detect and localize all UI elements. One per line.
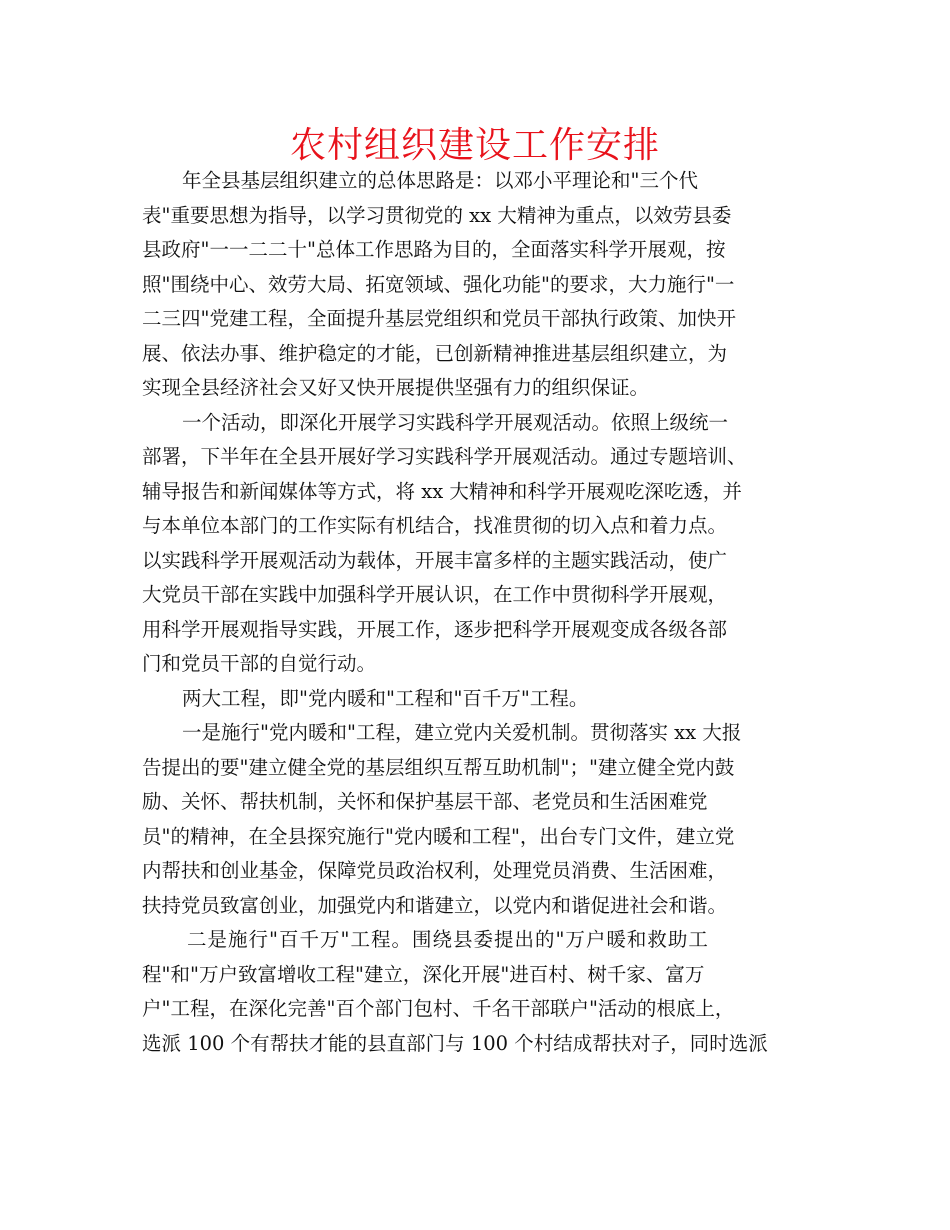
text-line: 员"的精神，在全县探究施行"党内暖和工程"，出台专门文件，建立党 — [142, 824, 735, 848]
text-line: 两大工程，即"党内暖和"工程和"百千万"工程。 — [182, 686, 589, 710]
text-line: 年全县基层组织建立的总体思路是：以邓小平理论和"三个代 — [182, 169, 698, 192]
text-line: 实现全县经济社会又好又快开展提供坚强有力的组织保证。 — [142, 376, 650, 399]
document-title: 农村组织建设工作安排 — [289, 125, 660, 166]
text-line: 门和党员干部的自觉行动。 — [142, 652, 377, 675]
text-line: 一是施行"党内暖和"工程，建立党内关爱机制。贯彻落实 xx 大报 — [182, 721, 742, 744]
text-line: 告提出的要"建立健全党的基层组织互帮互助机制"；"建立健全党内鼓 — [142, 755, 735, 779]
text-line: 展、依法办事、维护稳定的才能，已创新精神推进基层组织建立，为 — [142, 341, 728, 365]
text-line: 户"工程，在深化完善"百个部门包村、千名干部联户"活动的根底上， — [142, 997, 735, 1020]
text-line: 以实践科学开展观活动为载体，开展丰富多样的主题实践活动，使广 — [142, 548, 728, 572]
text-line: 内帮扶和创业基金，保障党员政治权利，处理党员消费、生活困难， — [142, 859, 728, 882]
text-line: 二三四"党建工程，全面提升基层党组织和党员干部执行政策、加快开 — [142, 307, 736, 330]
text-line: 照"围绕中心、效劳大局、拓宽领域、强化功能"的要求，大力施行"一 — [142, 272, 735, 296]
text-line: 二是施行"百千万"工程。围绕县委提出的"万户暖和救助工 — [187, 928, 709, 951]
text-line: 励、关怀、帮扶机制，关怀和保护基层干部、老党员和生活困难党 — [142, 790, 708, 813]
text-line: 一个活动，即深化开展学习实践科学开展观活动。依照上级统一 — [182, 410, 729, 434]
text-line: 县政府"一一二二十"总体工作思路为目的，全面落实科学开展观，按 — [142, 238, 726, 261]
text-line: 用科学开展观指导实践，开展工作，逐步把科学开展观变成各级各部 — [142, 617, 728, 641]
text-line: 与本单位本部门的工作实际有机结合，找准贯彻的切入点和着力点。 — [142, 514, 728, 537]
text-line: 选派 100 个有帮扶才能的县直部门与 100 个村结成帮扶对子，同时选派 — [142, 1031, 768, 1055]
document-body — [142, 164, 842, 1061]
text-line: 表"重要思想为指导，以学习贯彻党的 xx 大精神为重点，以效劳县委 — [142, 203, 732, 227]
text-line: 大党员干部在实践中加强科学开展认识，在工作中贯彻科学开展观， — [142, 583, 728, 606]
text-line: 辅导报告和新闻媒体等方式，将 xx 大精神和科学开展观吃深吃透，并 — [142, 479, 742, 503]
text-line: 程"和"万户致富增收工程"建立，深化开展"进百村、树千家、富万 — [142, 962, 705, 986]
text-line: 部署，下半年在全县开展好学习实践科学开展观活动。通过专题培训、 — [142, 445, 747, 468]
text-line: 扶持党员致富创业，加强党内和谐建立，以党内和谐促进社会和谐。 — [142, 893, 728, 917]
